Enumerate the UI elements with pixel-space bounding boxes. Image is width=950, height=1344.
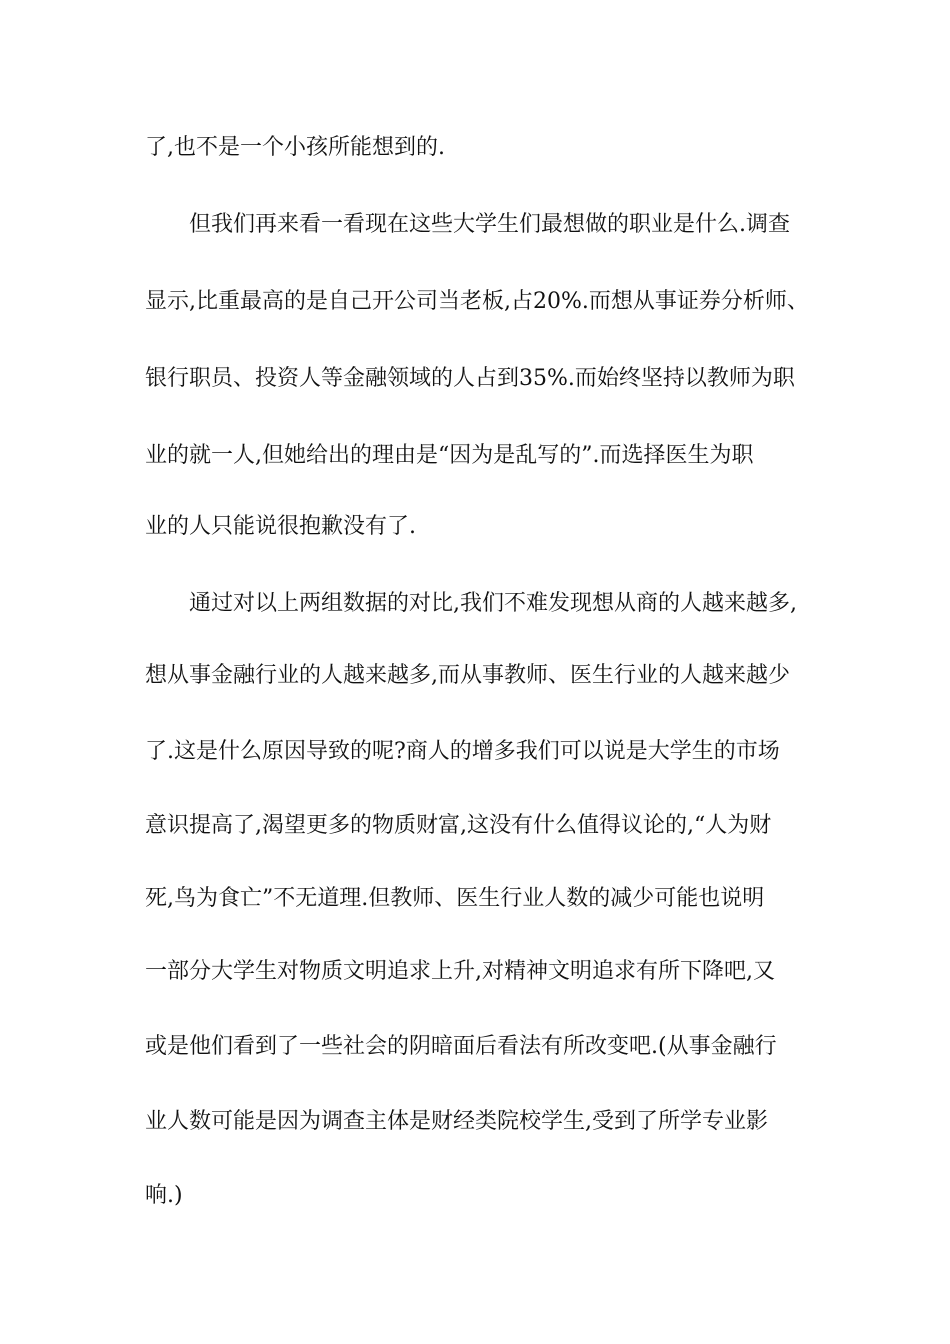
text-line: 显示,比重最高的是自己开公司当老板,占20%.而想从事证券分析师、 <box>145 289 809 314</box>
paragraph-start-line: 但我们再来看一看现在这些大学生们最想做的职业是什么.调查 <box>189 212 790 237</box>
text-line: 一部分大学生对物质文明追求上升,对精神文明追求有所下降吧,又 <box>145 959 775 984</box>
text-line: 想从事金融行业的人越来越多,而从事教师、医生行业的人越来越少 <box>145 663 790 688</box>
text-line: 业的人只能说很抱歉没有了. <box>145 514 416 539</box>
text-line: 意识提高了,渴望更多的物质财富,这没有什么值得议论的,“人为财 <box>145 813 772 838</box>
text-line: 死,鸟为食亡”不无道理.但教师、医生行业人数的减少可能也说明 <box>145 886 765 911</box>
text-line: 或是他们看到了一些社会的阴暗面后看法有所改变吧.(从事金融行 <box>145 1034 777 1059</box>
paragraph-start-line: 通过对以上两组数据的对比,我们不难发现想从商的人越来越多, <box>189 591 797 616</box>
text-line: 业人数可能是因为调查主体是财经类院校学生,受到了所学专业影 <box>145 1109 768 1134</box>
text-line: 银行职员、投资人等金融领域的人占到35%.而始终坚持以教师为职 <box>145 366 795 391</box>
text-line: 了,也不是一个小孩所能想到的. <box>145 135 445 160</box>
text-line: 了.这是什么原因导致的呢?商人的增多我们可以说是大学生的市场 <box>145 739 780 764</box>
text-line: 业的就一人,但她给出的理由是“因为是乱写的”.而选择医生为职 <box>145 443 754 468</box>
text-line: 响.) <box>145 1183 183 1208</box>
